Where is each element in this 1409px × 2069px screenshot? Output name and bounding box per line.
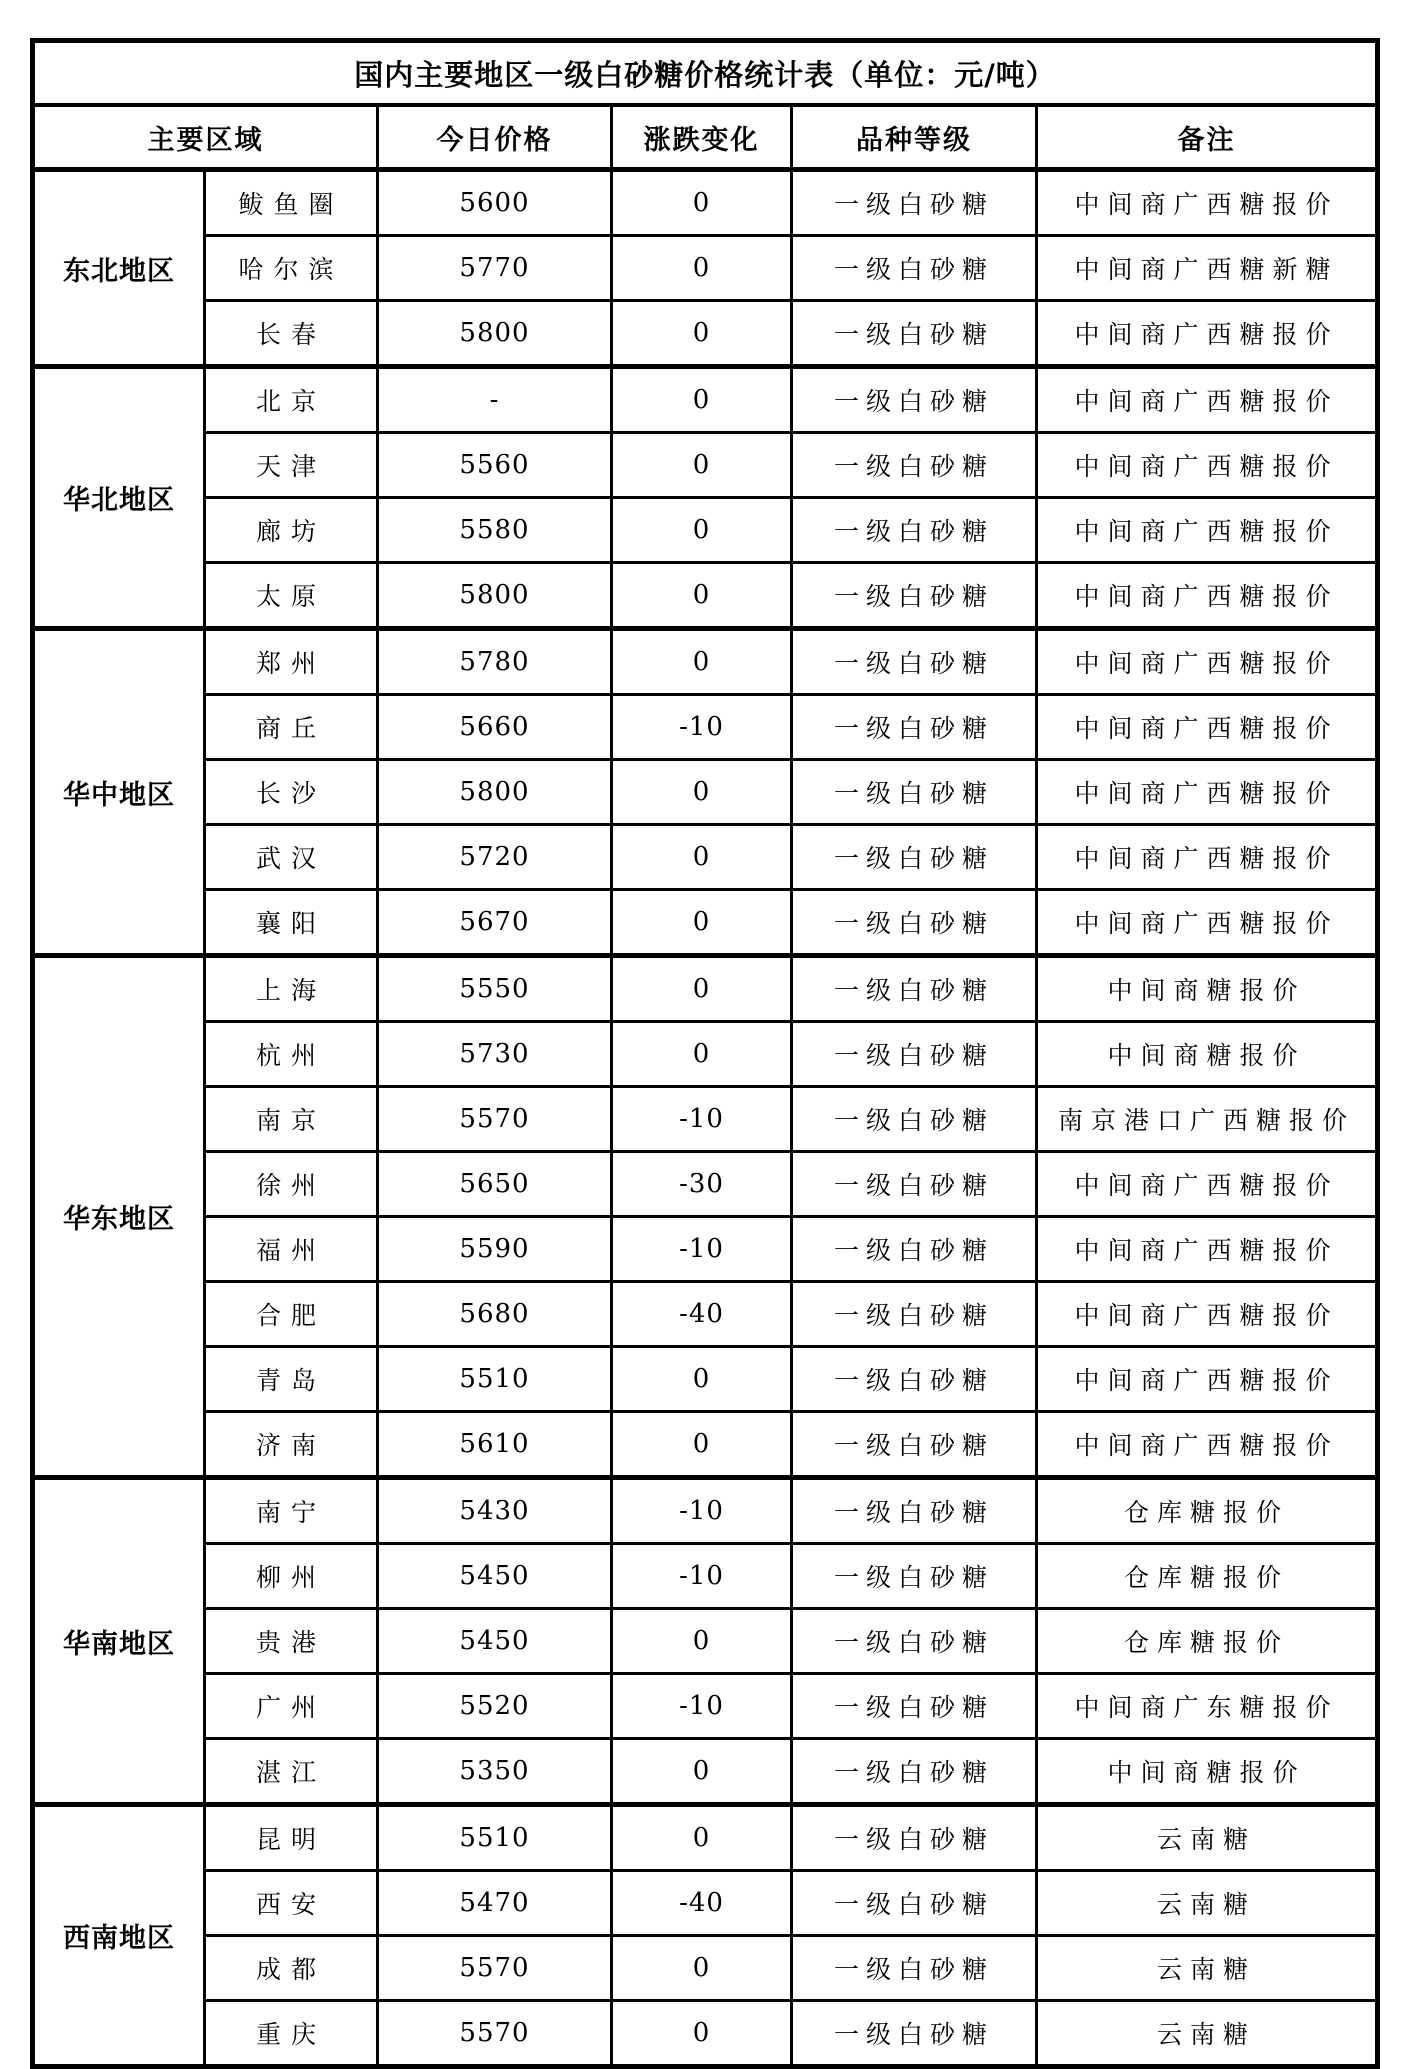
price-cell: 5590 [378, 1217, 612, 1282]
grade-cell: 一级白砂糖 [792, 367, 1037, 433]
table-row [33, 301, 1378, 367]
grade-cell: 一级白砂糖 [792, 956, 1037, 1022]
change-cell: 0 [612, 956, 792, 1022]
grade-cell: 一级白砂糖 [792, 1739, 1037, 1805]
city-cell: 柳州 [205, 1544, 378, 1609]
change-cell: 0 [612, 563, 792, 629]
price-cell: 5780 [378, 629, 612, 695]
change-cell: 0 [612, 760, 792, 825]
change-cell: 0 [612, 629, 792, 695]
region-name: 华东地区 [33, 956, 205, 1478]
col-header-grade: 品种等级 [792, 105, 1037, 170]
table-row [33, 1544, 1378, 1609]
grade-cell: 一级白砂糖 [792, 301, 1037, 367]
note-cell: 南京港口广西糖报价 [1037, 1087, 1378, 1152]
price-cell: 5680 [378, 1282, 612, 1347]
col-header-price: 今日价格 [378, 105, 612, 170]
change-cell: 0 [612, 1412, 792, 1478]
table-title: 国内主要地区一级白砂糖价格统计表（单位：元/吨） [33, 41, 1378, 106]
table-row [33, 1871, 1378, 1936]
table-row [33, 367, 1378, 433]
price-cell: 5800 [378, 301, 612, 367]
city-cell: 南京 [205, 1087, 378, 1152]
city-cell: 成都 [205, 1936, 378, 2001]
change-cell: -40 [612, 1282, 792, 1347]
change-cell: 0 [612, 433, 792, 498]
grade-cell: 一级白砂糖 [792, 563, 1037, 629]
grade-cell: 一级白砂糖 [792, 1087, 1037, 1152]
region-name: 华中地区 [33, 629, 205, 956]
region-name: 华南地区 [33, 1478, 205, 1805]
change-cell: 0 [612, 1739, 792, 1805]
grade-cell: 一级白砂糖 [792, 433, 1037, 498]
change-cell: -10 [612, 1478, 792, 1544]
note-cell: 中间商糖报价 [1037, 1022, 1378, 1087]
city-cell: 北京 [205, 367, 378, 433]
note-cell: 中间商广西糖报价 [1037, 1152, 1378, 1217]
grade-cell: 一级白砂糖 [792, 1478, 1037, 1544]
col-header-note: 备注 [1037, 105, 1378, 170]
change-cell: 0 [612, 498, 792, 563]
change-cell: -30 [612, 1152, 792, 1217]
price-cell: 5650 [378, 1152, 612, 1217]
col-header-region: 主要区域 [33, 105, 378, 170]
change-cell: 0 [612, 825, 792, 890]
city-cell: 重庆 [205, 2001, 378, 2067]
table-row [33, 1282, 1378, 1347]
note-cell: 云南糖 [1037, 1936, 1378, 2001]
city-cell: 郑州 [205, 629, 378, 695]
table-row [33, 1739, 1378, 1805]
price-cell: 5730 [378, 1022, 612, 1087]
table-row [33, 825, 1378, 890]
note-cell: 仓库糖报价 [1037, 1544, 1378, 1609]
sugar-price-table [30, 38, 1380, 2069]
grade-cell: 一级白砂糖 [792, 1152, 1037, 1217]
city-cell: 襄阳 [205, 890, 378, 956]
note-cell: 中间商广西糖报价 [1037, 695, 1378, 760]
price-cell: 5510 [378, 1805, 612, 1871]
city-cell: 徐州 [205, 1152, 378, 1217]
table-row [33, 956, 1378, 1022]
change-cell: 0 [612, 2001, 792, 2067]
table-row [33, 1674, 1378, 1739]
note-cell: 中间商广西糖报价 [1037, 1217, 1378, 1282]
grade-cell: 一级白砂糖 [792, 170, 1037, 236]
grade-cell: 一级白砂糖 [792, 236, 1037, 301]
change-cell: 0 [612, 1022, 792, 1087]
price-cell: 5660 [378, 695, 612, 760]
region-name: 西南地区 [33, 1805, 205, 2067]
price-cell: 5770 [378, 236, 612, 301]
table-row [33, 433, 1378, 498]
city-cell: 济南 [205, 1412, 378, 1478]
change-cell: 0 [612, 236, 792, 301]
price-cell: 5570 [378, 2001, 612, 2067]
city-cell: 哈尔滨 [205, 236, 378, 301]
change-cell: -10 [612, 695, 792, 760]
city-cell: 鲅鱼圈 [205, 170, 378, 236]
change-cell: 0 [612, 1805, 792, 1871]
price-cell: 5470 [378, 1871, 612, 1936]
table-row [33, 1087, 1378, 1152]
table-row [33, 629, 1378, 695]
change-cell: 0 [612, 170, 792, 236]
city-cell: 杭州 [205, 1022, 378, 1087]
city-cell: 西安 [205, 1871, 378, 1936]
note-cell: 中间商广西糖报价 [1037, 367, 1378, 433]
price-cell: 5560 [378, 433, 612, 498]
note-cell: 中间商广西糖报价 [1037, 1347, 1378, 1412]
table-row [33, 1217, 1378, 1282]
table-row [33, 890, 1378, 956]
change-cell: 0 [612, 890, 792, 956]
note-cell: 中间商广西糖报价 [1037, 890, 1378, 956]
table-row [33, 498, 1378, 563]
city-cell: 湛江 [205, 1739, 378, 1805]
city-cell: 昆明 [205, 1805, 378, 1871]
city-cell: 合肥 [205, 1282, 378, 1347]
header-row [33, 105, 1378, 170]
grade-cell: 一级白砂糖 [792, 1674, 1037, 1739]
note-cell: 中间商广西糖报价 [1037, 498, 1378, 563]
price-cell: 5520 [378, 1674, 612, 1739]
table-row [33, 2001, 1378, 2067]
grade-cell: 一级白砂糖 [792, 629, 1037, 695]
grade-cell: 一级白砂糖 [792, 1022, 1037, 1087]
price-cell: 5610 [378, 1412, 612, 1478]
grade-cell: 一级白砂糖 [792, 2001, 1037, 2067]
table-row [33, 1609, 1378, 1674]
table-row [33, 1936, 1378, 2001]
change-cell: -10 [612, 1217, 792, 1282]
note-cell: 云南糖 [1037, 1871, 1378, 1936]
change-cell: -10 [612, 1544, 792, 1609]
grade-cell: 一级白砂糖 [792, 890, 1037, 956]
note-cell: 中间商广东糖报价 [1037, 1674, 1378, 1739]
price-cell: 5570 [378, 1087, 612, 1152]
grade-cell: 一级白砂糖 [792, 1805, 1037, 1871]
note-cell: 中间商广西糖报价 [1037, 301, 1378, 367]
table-row [33, 170, 1378, 236]
grade-cell: 一级白砂糖 [792, 1609, 1037, 1674]
city-cell: 廊坊 [205, 498, 378, 563]
note-cell: 中间商广西糖新糖 [1037, 236, 1378, 301]
price-cell: 5570 [378, 1936, 612, 2001]
note-cell: 仓库糖报价 [1037, 1478, 1378, 1544]
city-cell: 太原 [205, 563, 378, 629]
price-cell: 5350 [378, 1739, 612, 1805]
price-cell: 5450 [378, 1609, 612, 1674]
grade-cell: 一级白砂糖 [792, 498, 1037, 563]
title-row [33, 41, 1378, 106]
price-cell: 5510 [378, 1347, 612, 1412]
grade-cell: 一级白砂糖 [792, 825, 1037, 890]
table-row [33, 236, 1378, 301]
city-cell: 青岛 [205, 1347, 378, 1412]
note-cell: 仓库糖报价 [1037, 1609, 1378, 1674]
table-row [33, 1022, 1378, 1087]
city-cell: 长沙 [205, 760, 378, 825]
region-name: 华北地区 [33, 367, 205, 629]
city-cell: 贵港 [205, 1609, 378, 1674]
note-cell: 中间商糖报价 [1037, 956, 1378, 1022]
table-row [33, 1347, 1378, 1412]
change-cell: 0 [612, 367, 792, 433]
note-cell: 云南糖 [1037, 2001, 1378, 2067]
grade-cell: 一级白砂糖 [792, 1217, 1037, 1282]
change-cell: -40 [612, 1871, 792, 1936]
price-cell: 5720 [378, 825, 612, 890]
city-cell: 武汉 [205, 825, 378, 890]
table-row [33, 1478, 1378, 1544]
region-name: 东北地区 [33, 170, 205, 367]
price-cell: 5430 [378, 1478, 612, 1544]
note-cell: 中间商广西糖报价 [1037, 170, 1378, 236]
city-cell: 上海 [205, 956, 378, 1022]
city-cell: 南宁 [205, 1478, 378, 1544]
note-cell: 中间商广西糖报价 [1037, 760, 1378, 825]
note-cell: 云南糖 [1037, 1805, 1378, 1871]
grade-cell: 一级白砂糖 [792, 1544, 1037, 1609]
col-header-change: 涨跌变化 [612, 105, 792, 170]
price-cell: 5800 [378, 563, 612, 629]
change-cell: 0 [612, 1609, 792, 1674]
table-row [33, 760, 1378, 825]
note-cell: 中间商广西糖报价 [1037, 433, 1378, 498]
grade-cell: 一级白砂糖 [792, 1412, 1037, 1478]
change-cell: -10 [612, 1087, 792, 1152]
change-cell: 0 [612, 301, 792, 367]
note-cell: 中间商广西糖报价 [1037, 629, 1378, 695]
note-cell: 中间商广西糖报价 [1037, 825, 1378, 890]
table-body [33, 170, 1378, 2067]
table-row [33, 1412, 1378, 1478]
note-cell: 中间商广西糖报价 [1037, 1412, 1378, 1478]
price-cell: 5670 [378, 890, 612, 956]
city-cell: 商丘 [205, 695, 378, 760]
price-cell: 5450 [378, 1544, 612, 1609]
table-row [33, 695, 1378, 760]
change-cell: -10 [612, 1674, 792, 1739]
price-cell: - [378, 367, 612, 433]
city-cell: 天津 [205, 433, 378, 498]
price-cell: 5580 [378, 498, 612, 563]
price-cell: 5550 [378, 956, 612, 1022]
note-cell: 中间商糖报价 [1037, 1739, 1378, 1805]
table-row [33, 563, 1378, 629]
table-row [33, 1152, 1378, 1217]
price-cell: 5600 [378, 170, 612, 236]
table-row [33, 1805, 1378, 1871]
note-cell: 中间商广西糖报价 [1037, 1282, 1378, 1347]
change-cell: 0 [612, 1347, 792, 1412]
city-cell: 广州 [205, 1674, 378, 1739]
note-cell: 中间商广西糖报价 [1037, 563, 1378, 629]
city-cell: 长春 [205, 301, 378, 367]
grade-cell: 一级白砂糖 [792, 1282, 1037, 1347]
price-cell: 5800 [378, 760, 612, 825]
grade-cell: 一级白砂糖 [792, 1936, 1037, 2001]
change-cell: 0 [612, 1936, 792, 2001]
grade-cell: 一级白砂糖 [792, 1871, 1037, 1936]
grade-cell: 一级白砂糖 [792, 1347, 1037, 1412]
grade-cell: 一级白砂糖 [792, 760, 1037, 825]
city-cell: 福州 [205, 1217, 378, 1282]
grade-cell: 一级白砂糖 [792, 695, 1037, 760]
